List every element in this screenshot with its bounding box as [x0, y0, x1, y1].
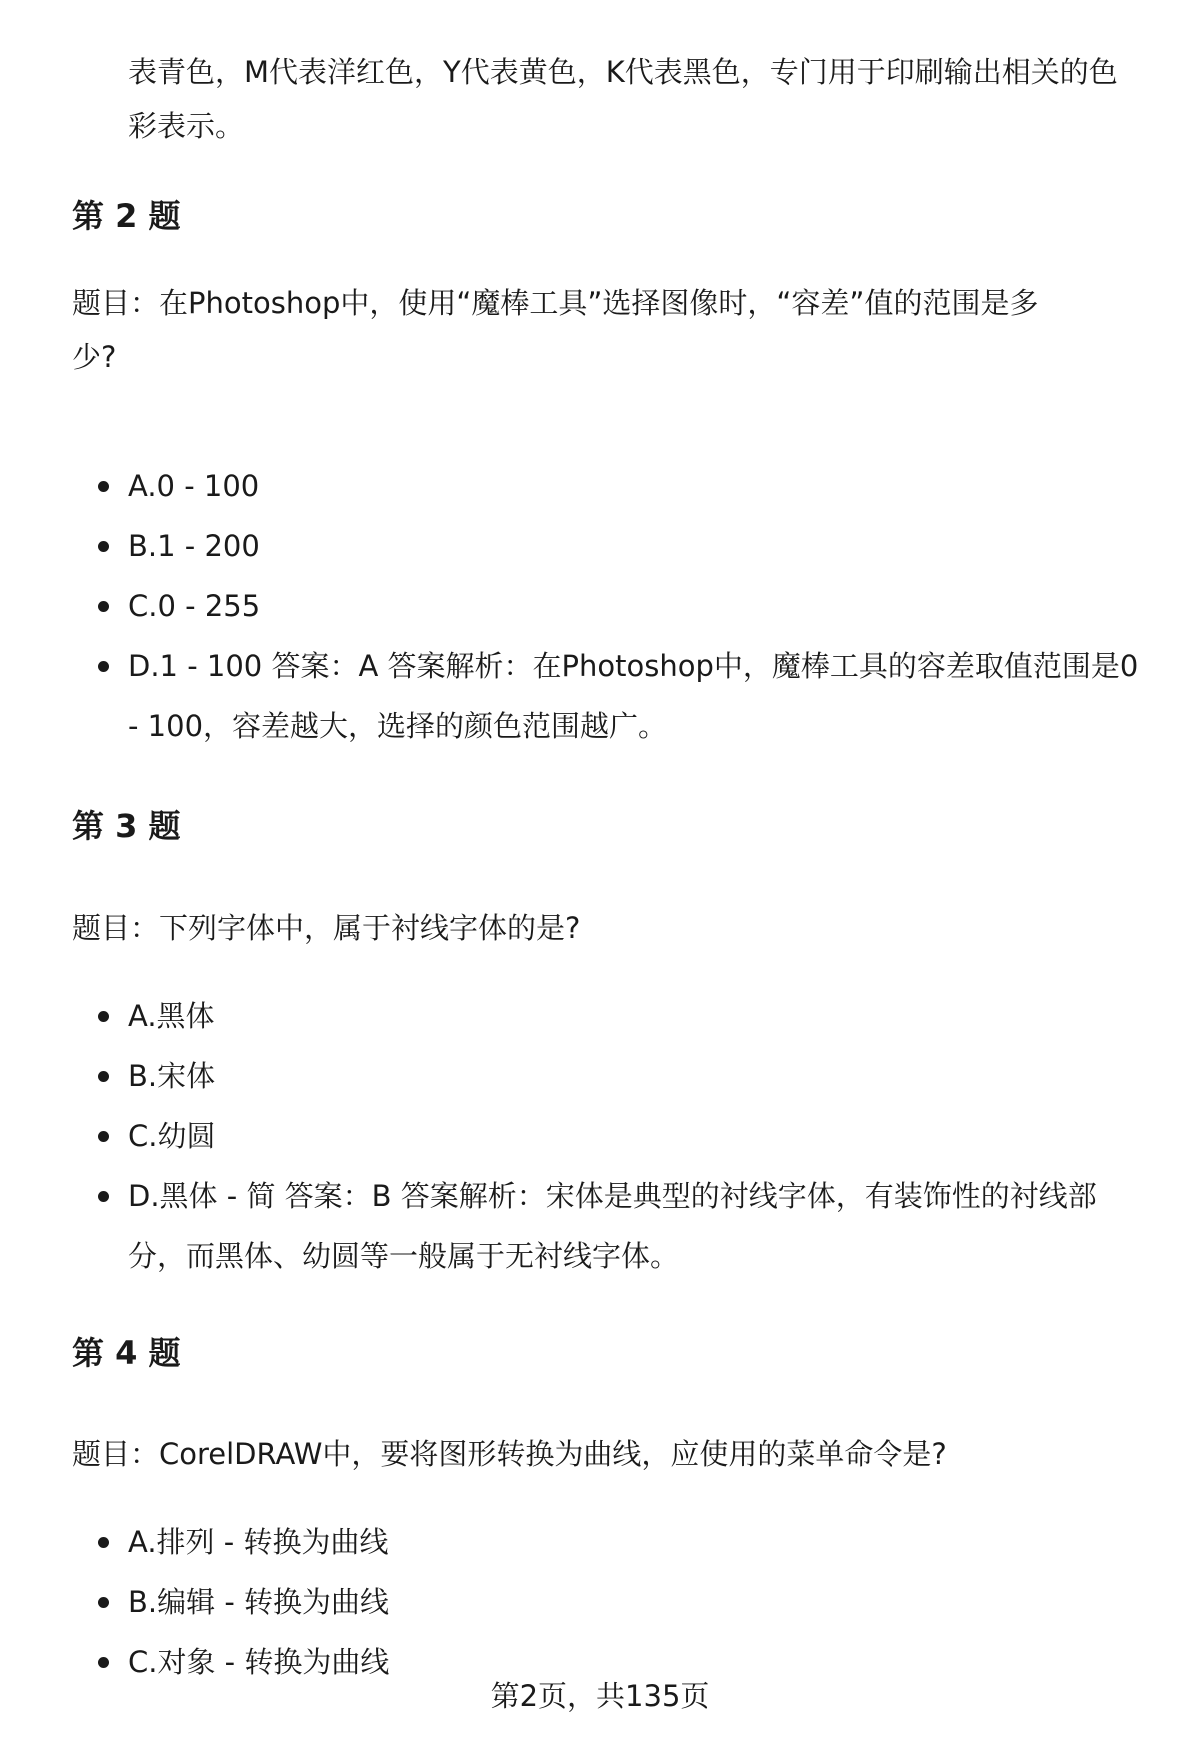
- question-4-heading: 第 4 题: [72, 1334, 181, 1372]
- intro-text-line-1: 表青色，M代表洋红色，Y代表黄色，K代表黑色，专门用于印刷输出相关的色: [128, 55, 1118, 89]
- bullet-icon: [98, 661, 109, 672]
- question-3-answer-continuation: 分，而黑体、幼圆等一般属于无衬线字体。: [128, 1239, 680, 1273]
- bullet-icon: [98, 481, 109, 492]
- question-3-text: 题目：下列字体中，属于衬线字体的是?: [72, 911, 581, 945]
- question-2-heading: 第 2 题: [72, 197, 181, 235]
- question-3-option-d: D.黑体 - 简 答案：B 答案解析：宋体是典型的衬线字体，有装饰性的衬线部: [128, 1179, 1097, 1213]
- question-2-answer-continuation: - 100，容差越大，选择的颜色范围越广。: [128, 709, 668, 743]
- bullet-icon: [98, 1657, 109, 1668]
- question-3-option-a: A.黑体: [128, 999, 215, 1033]
- bullet-icon: [98, 1071, 109, 1082]
- question-4-option-c: C.对象 - 转换为曲线: [128, 1645, 390, 1679]
- intro-text-line-2: 彩表示。: [128, 109, 245, 143]
- bullet-icon: [98, 1191, 109, 1202]
- question-3-option-b: B.宋体: [128, 1059, 216, 1093]
- bullet-icon: [98, 541, 109, 552]
- bullet-icon: [98, 1131, 109, 1142]
- question-3-heading: 第 3 题: [72, 807, 181, 845]
- question-2-text-line-1: 题目：在Photoshop中，使用“魔棒工具”选择图像时，“容差”值的范围是多: [72, 286, 1039, 320]
- bullet-icon: [98, 1537, 109, 1548]
- question-2-option-b: B.1 - 200: [128, 529, 260, 563]
- bullet-icon: [98, 1011, 109, 1022]
- question-2-option-c: C.0 - 255: [128, 589, 261, 623]
- question-3-option-c: C.幼圆: [128, 1119, 216, 1153]
- question-4-option-a: A.排列 - 转换为曲线: [128, 1525, 389, 1559]
- question-4-text: 题目：CorelDRAW中，要将图形转换为曲线，应使用的菜单命令是?: [72, 1437, 947, 1471]
- bullet-icon: [98, 601, 109, 612]
- question-2-text-line-2: 少?: [72, 340, 117, 374]
- question-4-option-b: B.编辑 - 转换为曲线: [128, 1585, 390, 1619]
- bullet-icon: [98, 1597, 109, 1608]
- question-2-option-d: D.1 - 100 答案：A 答案解析：在Photoshop中，魔棒工具的容差取值范围是0: [128, 649, 1139, 683]
- page-number-footer: 第2页，共135页: [490, 1679, 710, 1713]
- question-2-option-a: A.0 - 100: [128, 469, 260, 503]
